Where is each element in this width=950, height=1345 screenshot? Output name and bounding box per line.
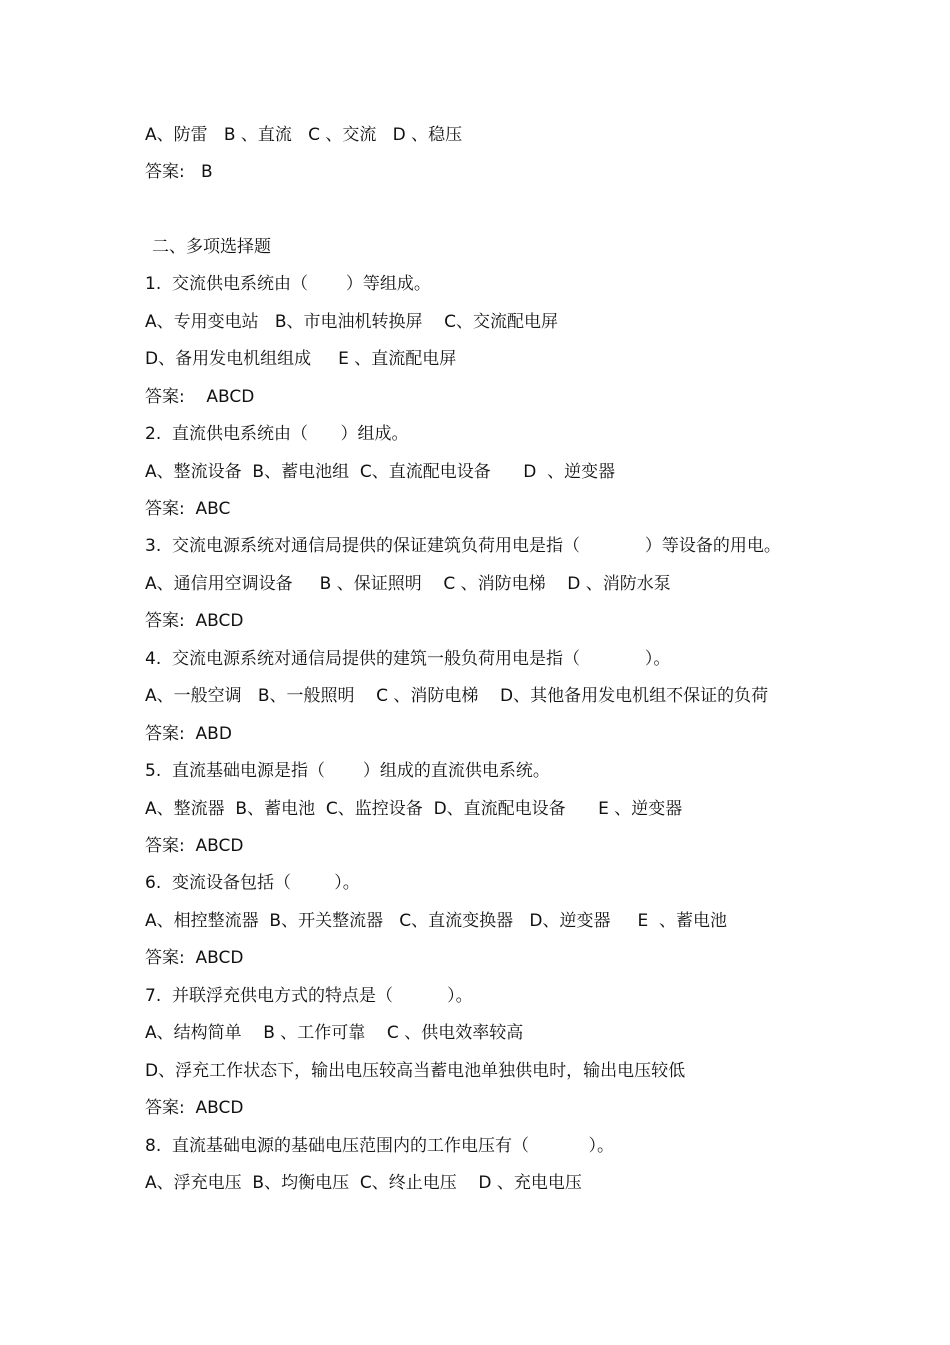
text-line: A、防雷 B 、直流 C 、交流 D 、稳压 — [145, 125, 463, 145]
options-line: A、一般空调 B、一般照明 C 、消防电梯 D、其他备用发电机组不保证的负荷 — [145, 686, 769, 706]
answer-line: 答案: B — [145, 162, 213, 182]
question-7: 7. 并联浮充供电方式的特点是（ ）。 — [145, 986, 473, 1006]
options-line: A、结构简单 B 、工作可靠 C 、供电效率较高 — [145, 1023, 524, 1043]
question-5: 5. 直流基础电源是指（ ）组成的直流供电系统。 — [145, 761, 550, 781]
question-3: 3. 交流电源系统对通信局提供的保证建筑负荷用电是指（ ）等设备的用电。 — [145, 536, 781, 556]
options-line: D、备用发电机组组成 E 、直流配电屏 — [145, 349, 457, 369]
answer-line: 答案: ABCD — [145, 611, 244, 631]
options-line: A、通信用空调设备 B 、保证照明 C 、消防电梯 D 、消防水泵 — [145, 574, 671, 594]
options-line: A、浮充电压 B、均衡电压 C、终止电压 D 、充电电压 — [145, 1173, 582, 1193]
question-2: 2. 直流供电系统由（ ）组成。 — [145, 424, 409, 444]
options-line: D、浮充工作状态下，输出电压较高当蓄电池单独供电时，输出电压较低 — [145, 1061, 686, 1081]
options-line: A、专用变电站 B、市电油机转换屏 C、交流配电屏 — [145, 312, 558, 332]
answer-line: 答案: ABD — [145, 724, 232, 744]
answer-line: 答案: ABCD — [145, 387, 255, 407]
question-4: 4. 交流电源系统对通信局提供的建筑一般负荷用电是指（ ）。 — [145, 649, 671, 669]
section-heading: 二、多项选择题 — [152, 237, 271, 257]
answer-line: 答案: ABCD — [145, 836, 244, 856]
answer-line: 答案: ABC — [145, 499, 231, 519]
options-line: A、整流设备 B、蓄电池组 C、直流配电设备 D 、逆变器 — [145, 462, 616, 482]
answer-line: 答案: ABCD — [145, 948, 244, 968]
question-6: 6. 变流设备包括（ ）。 — [145, 873, 360, 893]
question-8: 8. 直流基础电源的基础电压范围内的工作电压有（ ）。 — [145, 1136, 614, 1156]
options-line: A、整流器 B、蓄电池 C、监控设备 D、直流配电设备 E 、逆变器 — [145, 799, 683, 819]
answer-line: 答案: ABCD — [145, 1098, 244, 1118]
question-1: 1. 交流供电系统由（ ）等组成。 — [145, 274, 431, 294]
options-line: A、相控整流器 B、开关整流器 C、直流变换器 D、逆变器 E 、蓄电池 — [145, 911, 728, 931]
